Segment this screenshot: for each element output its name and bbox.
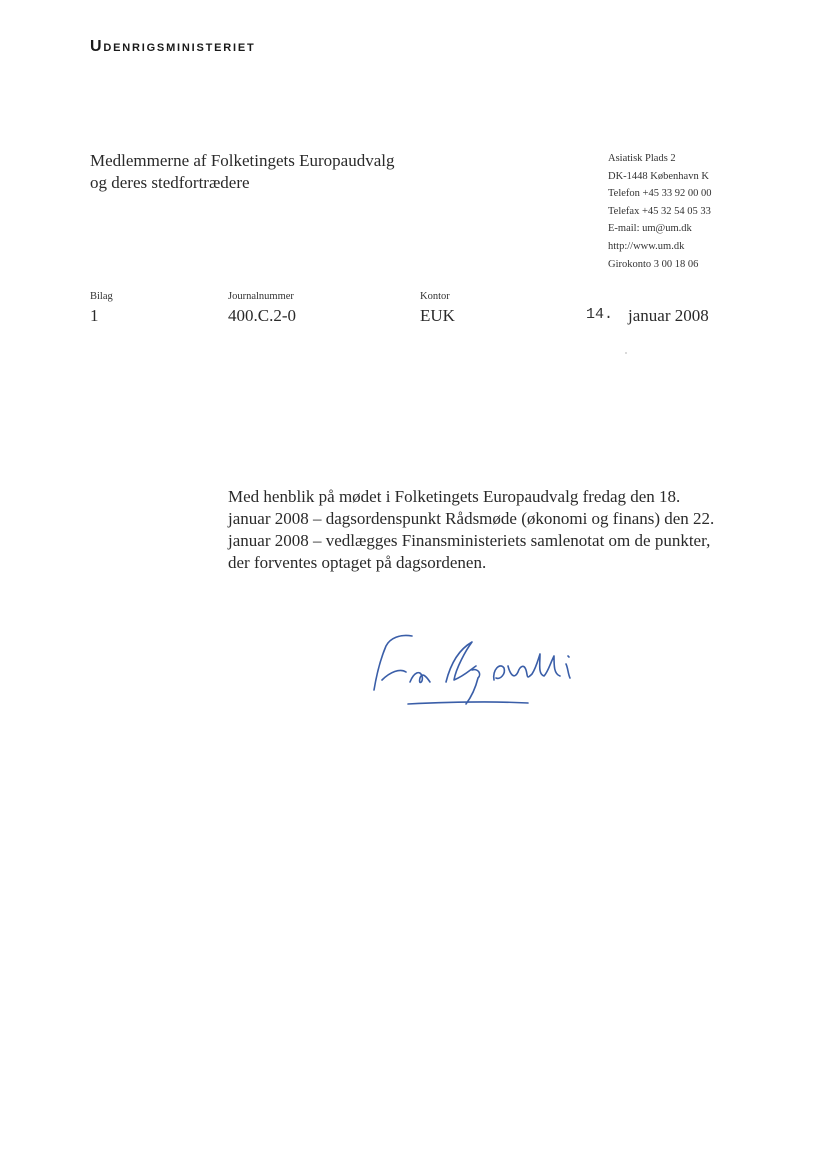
signature-underline (408, 702, 528, 704)
journal-value: 400.C.2-0 (228, 306, 296, 325)
signature-stroke (410, 673, 430, 683)
scan-speck (625, 352, 627, 354)
signature-stroke (446, 642, 476, 682)
body-line: der forventes optaget på dagsordenen. (228, 553, 487, 572)
address-email: E-mail: um@um.dk (608, 223, 692, 235)
signature-stroke (508, 654, 560, 677)
recipient-block (90, 150, 395, 194)
date-month-year: januar 2008 (628, 306, 709, 325)
address-street: Asiatisk Plads 2 (608, 153, 676, 164)
handwritten-signature (360, 620, 580, 720)
recipient-line: og deres stedfortrædere (90, 173, 250, 192)
address-giro: Girokonto 3 00 18 06 (608, 258, 699, 270)
body-line: Med henblik på mødet i Folketingets Europaudvalg fredag den 18. (228, 487, 681, 506)
address-fax: Telefax +45 32 54 05 33 (608, 205, 711, 217)
signature-stroke (374, 635, 412, 690)
journal-label: Journalnummer (228, 291, 294, 302)
address-phone: Telefon +45 33 92 00 00 (608, 188, 712, 200)
recipient-line: Medlemmerne af Folketingets Europaudvalg (90, 151, 395, 170)
signature-stroke (566, 664, 570, 678)
letter-body (228, 486, 748, 574)
date-day: 14. (586, 306, 614, 323)
address-website: http://www.um.dk (608, 240, 685, 252)
signature-stroke (382, 670, 406, 680)
signature-stroke (494, 666, 505, 680)
kontor-value: EUK (420, 306, 455, 325)
ministry-letterhead: Udenrigsministeriet (90, 38, 256, 55)
kontor-label: Kontor (420, 291, 450, 302)
bilag-value: 1 (90, 306, 99, 325)
body-line: januar 2008 – dagsordenspunkt Rådsmøde (økonomi og finans) den 22. (228, 509, 715, 528)
signature-stroke (568, 656, 569, 657)
bilag-label: Bilag (90, 291, 113, 302)
signature-stroke (466, 670, 480, 704)
sender-address-block (608, 150, 711, 273)
address-city: DK-1448 København K (608, 170, 709, 182)
body-line: januar 2008 – vedlægges Finansministeriets samlenotat om de punkter, (228, 531, 711, 550)
